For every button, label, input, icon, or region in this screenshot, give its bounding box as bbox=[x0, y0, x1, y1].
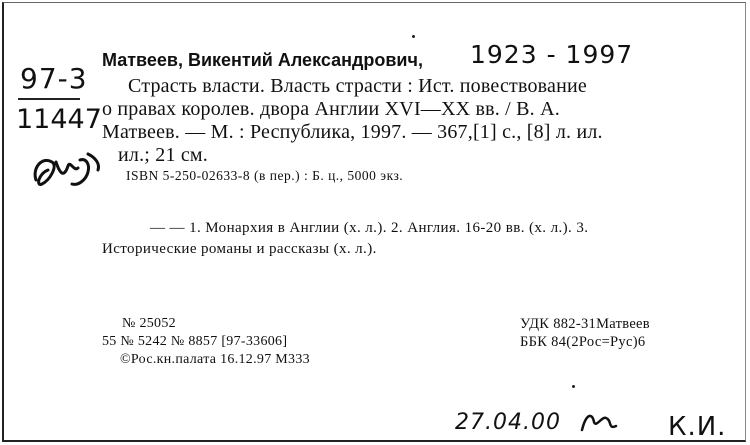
subject-line-2: Исторические романы и рассказы (х. л.). bbox=[102, 241, 377, 257]
handwritten-signature-icon bbox=[578, 408, 620, 436]
description-line-2: о правах королев. двора Англии XVI—XX вв. / В. А. bbox=[102, 98, 560, 120]
handwritten-shelf-mark-top: 97-3 bbox=[20, 62, 88, 95]
stray-mark bbox=[572, 385, 575, 388]
description-line-3: Матвеев. — М. : Республика, 1997. — 367,[1] с., [8] л. ил. bbox=[102, 121, 603, 143]
isbn-line: ISBN 5-250-02633-8 (в пер.) : Б. ц., 5000 экз. bbox=[126, 168, 404, 183]
handwritten-initials: К.И. bbox=[668, 412, 727, 442]
bbk-classification: ББК 84(2Рос=Рус)6 bbox=[520, 334, 646, 350]
handwritten-shelf-mark-bottom: 11447 bbox=[16, 104, 102, 135]
shelf-mark-divider bbox=[18, 98, 80, 100]
stray-mark bbox=[412, 35, 415, 38]
subject-line-1: — — 1. Монархия в Англии (х. л.). 2. Англия. 16-20 вв. (х. л.). 3. bbox=[150, 220, 589, 236]
udk-classification: УДК 882-31Матвеев bbox=[520, 316, 650, 332]
handwritten-years: 1923 - 1997 bbox=[470, 40, 634, 69]
handwritten-date-mark: 27.04.00 bbox=[455, 410, 561, 435]
registration-number-2: 55 № 5242 № 8857 [97-33606] bbox=[102, 334, 288, 349]
author-heading: Матвеев, Викентий Александрович, bbox=[102, 50, 423, 70]
registration-number-1: № 25052 bbox=[122, 316, 176, 331]
handwritten-signature-icon bbox=[28, 140, 120, 198]
description-line-4: ил.; 21 см. bbox=[118, 144, 208, 166]
description-line-1: Страсть власти. Власть страсти : Ист. повествование bbox=[128, 75, 588, 97]
book-chamber-stamp: ©Рос.кн.палата 16.12.97 М333 bbox=[120, 352, 310, 367]
